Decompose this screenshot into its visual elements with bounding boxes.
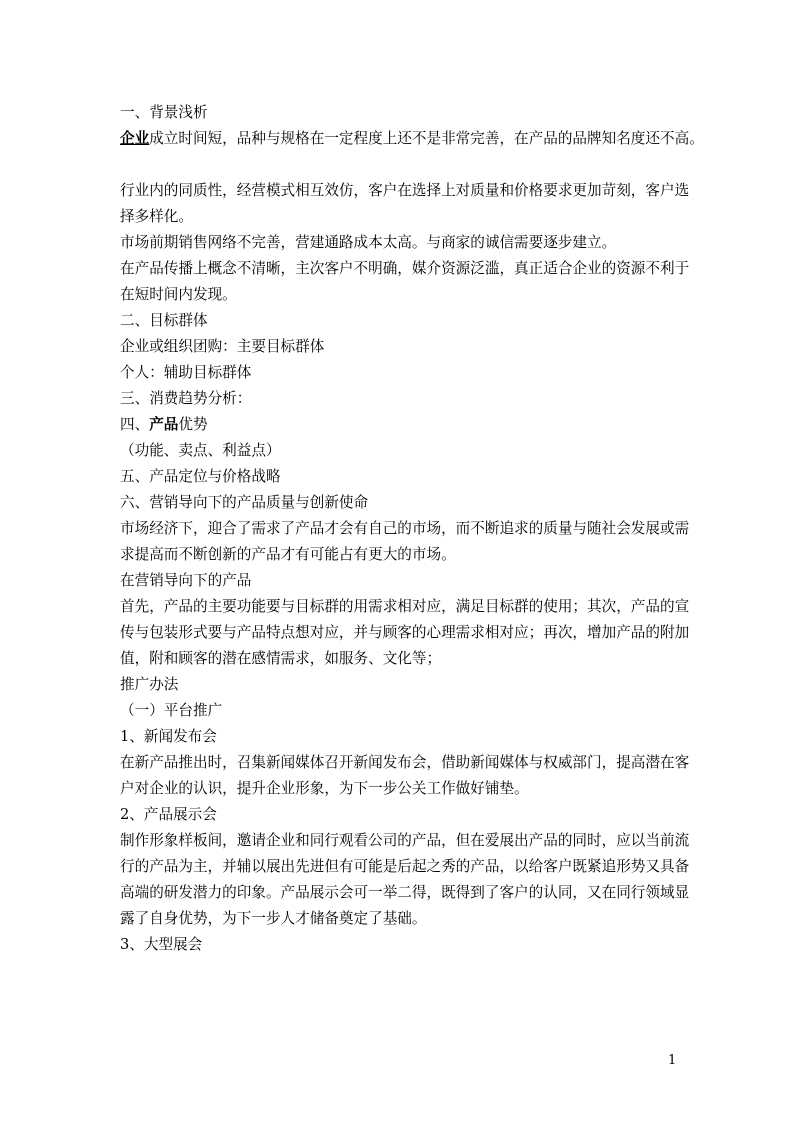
section-heading-2: 二、目标群体 (120, 312, 208, 329)
paragraph-1-text: 成立时间短，品种与规格在一定程度上还不是非常完善，在产品的品牌知名度还不高。 (149, 130, 704, 147)
paragraph-9-line-2: 传与包装形式要与产品特点想对应，并与顾客的心理需求相对应；再次，增加产品的附加 (120, 624, 690, 641)
paragraph-6: 个人：辅助目标群体 (120, 364, 252, 381)
section-heading-4-prefix: 四、 (120, 416, 150, 433)
blank-line (120, 152, 680, 178)
paragraph-15-line-3: 高端的研发潜力的印象。产品展示会可一举二得，既得到了客户的认同，又在同行领域显 (120, 884, 690, 901)
section-heading-6: 六、营销导向下的产品质量与创新使命 (120, 494, 369, 511)
section-heading-4-suffix: 优势 (178, 416, 208, 433)
page-number: 1 (668, 1053, 677, 1068)
paragraph-3: 市场前期销售网络不完善，营建通路成本太高。与商家的诚信需要逐步建立。 (120, 234, 617, 251)
section-heading-3: 三、消费趋势分析： (120, 390, 252, 407)
paragraph-5: 企业或组织团购：主要目标群体 (120, 338, 325, 355)
paragraph-7-line-1: 市场经济下，迎合了需求了产品才会有自己的市场，而不断追求的质量与随社会发展或需 (120, 520, 690, 537)
section-4-subtitle: （功能、卖点、利益点） (120, 442, 281, 459)
paragraph-15-line-1: 制作形象样板间，邀请企业和同行观看公司的产品，但在爱展出产品的同时，应以当前流 (120, 832, 690, 849)
paragraph-13-line-1: 在新产品推出时，召集新闻媒体召开新闻发布会，借助新闻媒体与权威部门，提高潜在客 (120, 754, 690, 771)
paragraph-1 (120, 126, 704, 152)
section-heading-4-bold: 产品 (149, 416, 179, 433)
document-body (120, 100, 704, 958)
paragraph-11: （一）平台推广 (120, 702, 223, 719)
paragraph-9-line-1: 首先，产品的主要功能要与目标群的用需求相对应，满足目标群的使用；其次，产品的宣 (120, 598, 690, 615)
paragraph-12: 1、新闻发布会 (120, 728, 217, 745)
paragraph-2-line-2: 择多样化。 (120, 208, 193, 225)
paragraph-7-line-2: 求提高而不断创新的产品才有可能占有更大的市场。 (120, 546, 456, 563)
paragraph-1-lead: 企业 (120, 130, 150, 147)
paragraph-9-line-3: 值，附和顾客的潜在感情需求，如服务、文化等； (120, 650, 442, 667)
paragraph-15-line-2: 行的产品为主，并辅以展出先进但有可能是后起之秀的产品，以给客户既紧追形势又具备 (120, 858, 690, 875)
paragraph-13-line-2: 户对企业的认识，提升企业形象，为下一步公关工作做好铺垫。 (120, 780, 529, 797)
section-heading-1: 一、背景浅析 (120, 104, 208, 121)
paragraph-16: 3、大型展会 (120, 936, 203, 953)
paragraph-14: 2、产品展示会 (120, 806, 217, 823)
paragraph-10: 推广办法 (120, 676, 179, 693)
paragraph-2-line-1: 行业内的同质性，经营模式相互效仿，客户在选择上对质量和价格要求更加苛刻，客户选 (120, 182, 690, 199)
paragraph-8: 在营销导向下的产品 (120, 572, 252, 589)
section-heading-4 (120, 412, 680, 438)
paragraph-15-line-4: 露了自身优势，为下一步人才储备奠定了基础。 (120, 910, 427, 927)
section-heading-5: 五、产品定位与价格战略 (120, 468, 281, 485)
paragraph-4-line-2: 在短时间内发现。 (120, 286, 237, 303)
paragraph-4-line-1: 在产品传播上概念不清晰，主次客户不明确，媒介资源泛滥，真正适合企业的资源不利于 (120, 260, 690, 277)
